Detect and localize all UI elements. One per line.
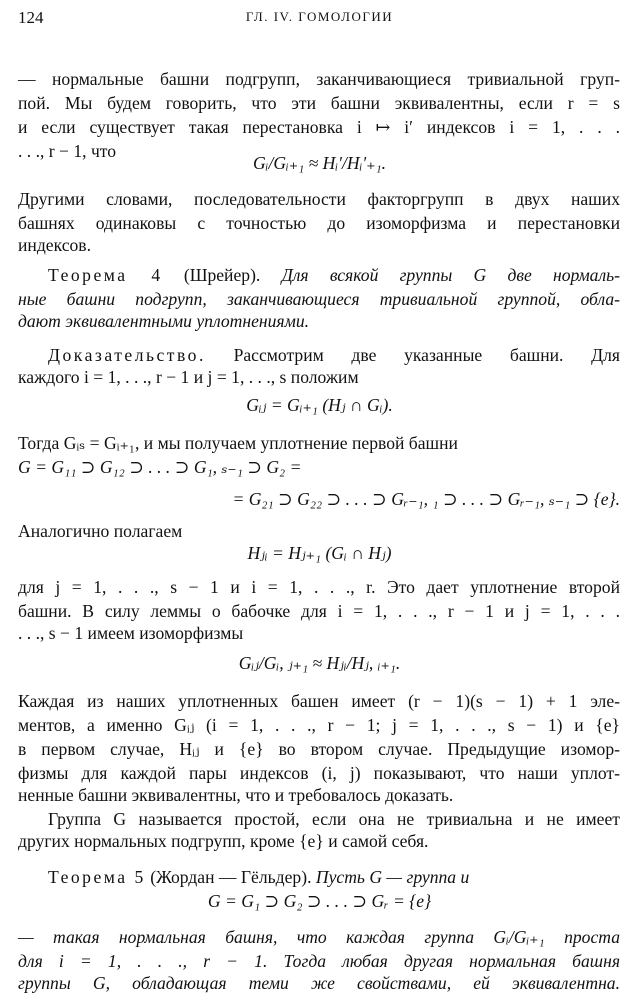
formula: Gᵢⱼ/Gᵢ, ⱼ₊₁ ≈ Hⱼᵢ/Hⱼ, ᵢ₊₁.: [238, 653, 401, 673]
proof-label: Доказательство.: [48, 345, 206, 365]
text-line: ментов, а именно Gᵢⱼ (i = 1, . . ., r − 1; j = 1, . . ., s − 1) и {e}: [18, 715, 620, 735]
page-number: 124: [18, 8, 44, 27]
theorem-5-heading: [48, 866, 620, 888]
text-line: Аналогично полагаем: [18, 521, 183, 541]
text-line: . . ., r − 1, что: [18, 141, 117, 161]
theorem-author: (Шрейер).: [183, 265, 261, 285]
formula: Gᵢ/Gᵢ₊₁ ≈ Hᵢ′/Hᵢ′₊₁.: [252, 153, 387, 173]
page-header: [18, 8, 621, 30]
theorem-line: — такая нормальная башня, что каждая группа Gᵢ/Gᵢ₊₁ проста: [18, 927, 620, 947]
theorem-line: дают эквивалентными уплотнениями.: [18, 311, 310, 331]
theorem-line: ные башни подгрупп, заканчивающиеся тривиальной группой, обла-: [18, 289, 620, 309]
theorem-4-heading: [48, 264, 620, 286]
text-line: для j = 1, . . ., s − 1 и i = 1, . . ., r. Это дает уплотнение второй: [18, 577, 620, 597]
text-line: — нормальные башни подгрупп, заканчивающиеся тривиальной груп-: [18, 69, 620, 89]
theorem-line: для i = 1, . . ., r − 1. Тогда любая другая нормальная башня: [18, 951, 620, 971]
text-line: в первом случае, Hᵢⱼ и {e} во втором случае. Предыдущие изомор-: [18, 739, 620, 759]
text-line: Другими словами, последовательности факторгрупп в двух наших: [18, 189, 620, 209]
text-line: ненные башни эквивалентны, что и требовалось доказать.: [18, 785, 454, 805]
text-line: индексов.: [18, 235, 92, 255]
text-line: физмы для каждой пары индексов (i, j) показывают, что наши уплот-: [18, 763, 620, 783]
text-line: Тогда Gᵢₛ = Gᵢ₊₁, и мы получаем уплотнение первой башни: [18, 433, 458, 453]
proof-text: Рассмотрим две указанные башни. Для: [233, 345, 620, 365]
theorem-label: Теорема 5: [48, 867, 146, 887]
formula: Hⱼᵢ = Hⱼ₊₁ (Gᵢ ∩ Hⱼ): [247, 543, 392, 563]
running-head: ГЛ. IV. ГОМОЛОГИИ: [245, 9, 394, 24]
theorem-author: (Жордан — Гёльдер).: [150, 867, 312, 887]
formula: G = G₁₁ ⊃ G₁₂ ⊃ . . . ⊃ G₁, ₛ₋₁ ⊃ G₂ =: [18, 457, 302, 477]
text-line: башнях одинаковы с точностью до изоморфизма и перестановки: [18, 213, 620, 233]
formula: = G₂₁ ⊃ G₂₂ ⊃ . . . ⊃ Gᵣ₋₁, ₁ ⊃ . . . ⊃ Gᵣ₋₁, ₛ₋₁ ⊃ {e}.: [232, 489, 620, 509]
theorem-label: Теорема 4: [48, 265, 163, 285]
theorem-statement: Для всякой группы G две нормаль-: [281, 265, 621, 285]
theorem-line: группы G, обладающая теми же свойствами, ей эквивалентна.: [18, 973, 620, 993]
text-line: . . ., s − 1 имеем изоморфизмы: [18, 623, 244, 643]
text-line: каждого i = 1, . . ., r − 1 и j = 1, . . ., s положим: [18, 367, 359, 387]
theorem-statement: Пусть G — группа и: [315, 867, 470, 887]
text-line: башни. В силу леммы о бабочке для i = 1, . . ., r − 1 и j = 1, . . .: [18, 601, 620, 621]
text-line: Группа G называется простой, если она не тривиальна и не имеет: [48, 809, 620, 829]
text-line: и если существует такая перестановка i ↦ i′ индексов i = 1, . . .: [18, 117, 620, 137]
text-line: других нормальных подгрупп, кроме {e} и самой себя.: [18, 831, 429, 851]
text-line: Каждая из наших уплотненных башен имеет (r − 1)(s − 1) + 1 эле-: [18, 691, 620, 711]
formula: G = G₁ ⊃ G₂ ⊃ . . . ⊃ Gᵣ = {e}: [207, 891, 432, 911]
text-line: пой. Мы будем говорить, что эти башни эквивалентны, если r = s: [18, 93, 620, 113]
formula: Gᵢⱼ = Gᵢ₊₁ (Hⱼ ∩ Gᵢ).: [246, 395, 393, 415]
proof-heading: [48, 344, 620, 366]
